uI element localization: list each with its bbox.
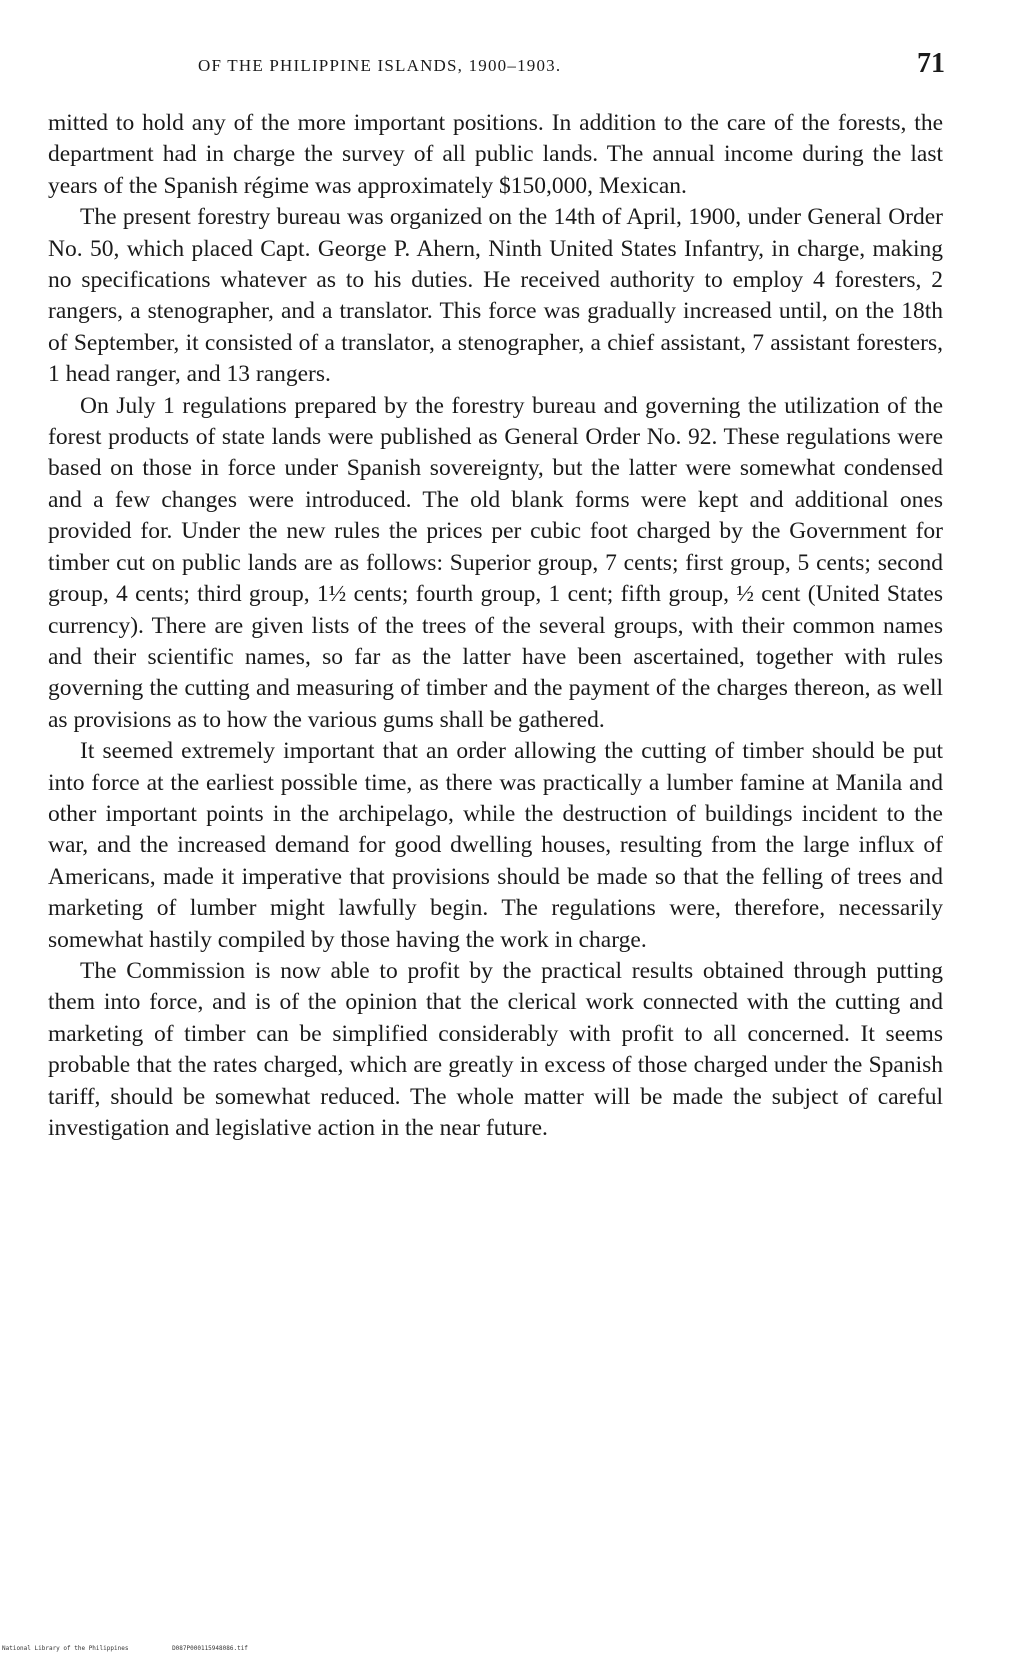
running-title: OF THE PHILIPPINE ISLANDS, 1900–1903.	[198, 56, 562, 75]
footer-library: National Library of the Philippines	[2, 1645, 129, 1652]
page-number: 71	[917, 48, 945, 79]
paragraph-regulations: On July 1 regulations prepared by the forestry bureau and governing the utilization of the forest products of state lands were published as General Order No. 92. These regulations were based on those in force under Spanish sovereignty, but the latter were somewhat condensed and a few changes were introduced. The old blank forms were kept and additional ones provided for. Under the new rules the prices per cubic foot charged by the Government for timber cut on public lands are as follows: Superior group, 7 cents; first group, 5 cents; second group, 4 cents; third group, 1½ cents; fourth group, 1 cent; fifth group, ½ cent (United States currency). There are given lists of the trees of the several groups, with their common names and their scientific names, so far as the latter have been ascertained, together with rules governing the cutting and measuring of timber and the payment of the charges thereon, as well as provisions as to how the various gums shall be gathered.	[48, 392, 943, 733]
paragraph-commission: The Commission is now able to profit by the practical results obtained through putting them into force, and is of the opinion that the clerical work connected with the cutting and marketing of timber can be simplified considerably with profit to all concerned. It seems probable that the rates charged, which are greatly in excess of those charged under the Spanish tariff, should be somewhat reduced. The whole matter will be made the subject of careful investigation and legislative action in the near future.	[48, 957, 943, 1141]
body-text	[48, 108, 943, 1144]
paragraph-timber-order: It seemed extremely important that an order allowing the cutting of timber should be put into force at the earliest possible time, as there was practically a lumber famine at Manila and other important points in the archipelago, while the destruction of buildings incident to the war, and the increased demand for good dwelling houses, resulting from the large influx of Americans, made it imperative that provisions should be made so that the felling of trees and marketing of lumber might lawfully begin. The regulations were, therefore, necessarily somewhat hastily compiled by those having the work in charge.	[48, 738, 943, 953]
running-header	[48, 48, 945, 84]
paragraph-continuation: mitted to hold any of the more important positions. In addition to the care of the forests, the department had in charge the survey of all public lands. The annual income during the last years of the Spanish régime was approximately $150,000, Mexican.	[48, 110, 943, 199]
scan-footer	[2, 1645, 248, 1652]
footer-file: D087P000115948086.tif	[172, 1645, 248, 1652]
paragraph-forestry-bureau: The present forestry bureau was organized on the 14th of April, 1900, under General Order No. 50, which placed Capt. George P. Ahern, Ninth United States Infantry, in charge, making no specifications whatever as to his duties. He received authority to employ 4 foresters, 2 rangers, a stenographer, and a translator. This force was gradually increased until, on the 18th of September, it consisted of a translator, a stenographer, a chief assistant, 7 assistant foresters, 1 head ranger, and 13 rangers.	[48, 204, 943, 388]
